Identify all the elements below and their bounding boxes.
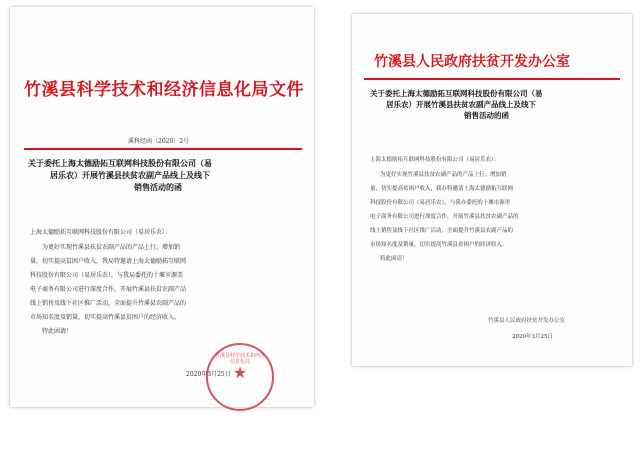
left-doc-ref-number: 溪科经函〔2020〕2号 <box>128 138 190 145</box>
right-doc-body-line: 电子商务有限公司进行深度合作，开展竹溪县扶贫农副产品的 <box>370 214 519 220</box>
right-doc-body-line: 科技股份有限公司（易居乐农），与我办委托的十堰市源美 <box>370 200 511 206</box>
left-doc-body-line: 市场知名度及销量，切实提高竹溪县贫困户的经济收入。 <box>30 314 181 321</box>
left-doc-body <box>30 229 302 336</box>
left-doc-subject-line: 关于委托上海太德励拓互联网科技股份有限公司（易 <box>28 158 212 168</box>
right-doc-body-line: 线上销售及线下社区推广活动，全面提升竹溪县农副产品的 <box>370 228 514 234</box>
left-doc-body-line: 量，切实提高贫困户收入，我局特邀请上海太德励拓互联网 <box>30 258 187 265</box>
right-doc-signature: 竹溪县人民政府扶贫开发办公室 <box>488 318 566 324</box>
seal-star-icon: ★ <box>232 363 248 382</box>
right-doc-subject-line: 销售活动的函 <box>464 111 509 120</box>
right-doc-subject-line: 关于委托上海太德励拓互联网科技股份有限公司（易 <box>370 89 543 98</box>
right-doc-addressee: 上海太德励拓互联网科技股份有限公司（易居乐农）： <box>370 157 500 163</box>
left-doc-red-rule <box>24 148 302 150</box>
left-doc-subject <box>28 157 298 193</box>
right-doc-header: 竹溪县人民政府扶贫开发办公室 <box>374 54 570 70</box>
right-doc-subject <box>370 88 620 121</box>
left-doc-seal-text: 竹溪县科学技术和经济信息化局 <box>214 353 265 365</box>
right-doc-body <box>370 156 622 263</box>
right-document <box>352 14 632 366</box>
left-doc-subject-line: 居乐农）开展竹溪县扶贫农副产品线上及线下 <box>50 170 210 180</box>
right-doc-subject-line: 居乐农）开展竹溪县扶贫农副产品线上及线下 <box>386 100 536 109</box>
left-doc-header: 竹溪县科学技术和经济信息化局文件 <box>24 80 304 100</box>
left-doc-body-line: 线上销售及线下社区推广活动，全面提升竹溪县农副产品的 <box>30 300 187 307</box>
left-doc-closing: 特此函请！ <box>42 328 73 335</box>
left-doc-body-line: 为更好实现竹溪县扶贫农副产品的产品上行，增加销 <box>42 244 181 251</box>
right-doc-body-line: 量，切实提高贫困户收入，我办特邀请上海太德励拓互联网 <box>370 186 514 192</box>
right-doc-body-line: 为更好实现竹溪县扶贫农副产品的产品上行，增加销 <box>380 172 507 178</box>
left-doc-addressee: 上海太德励拓互联网科技股份有限公司（易居乐农）： <box>30 229 172 236</box>
right-doc-red-rule <box>364 78 620 80</box>
right-doc-closing: 特此函请！ <box>380 256 408 262</box>
left-doc-subject-line: 销售活动的函 <box>134 182 182 192</box>
right-doc-body-line: 市场知名度及销量，切实提高竹溪县贫困户的经济收入。 <box>370 242 508 248</box>
left-doc-body-line: 电子商务有限公司进行深度合作，开展竹溪县扶贫农副产品 <box>30 286 187 293</box>
left-document <box>10 7 314 407</box>
right-doc-date: 2020年3月25日 <box>512 334 553 340</box>
left-doc-body-line: 科技股份有限公司（易居乐农），与我局委托的十堰市源美 <box>30 272 184 279</box>
left-doc-date: 2020年3月25日 <box>186 371 231 378</box>
